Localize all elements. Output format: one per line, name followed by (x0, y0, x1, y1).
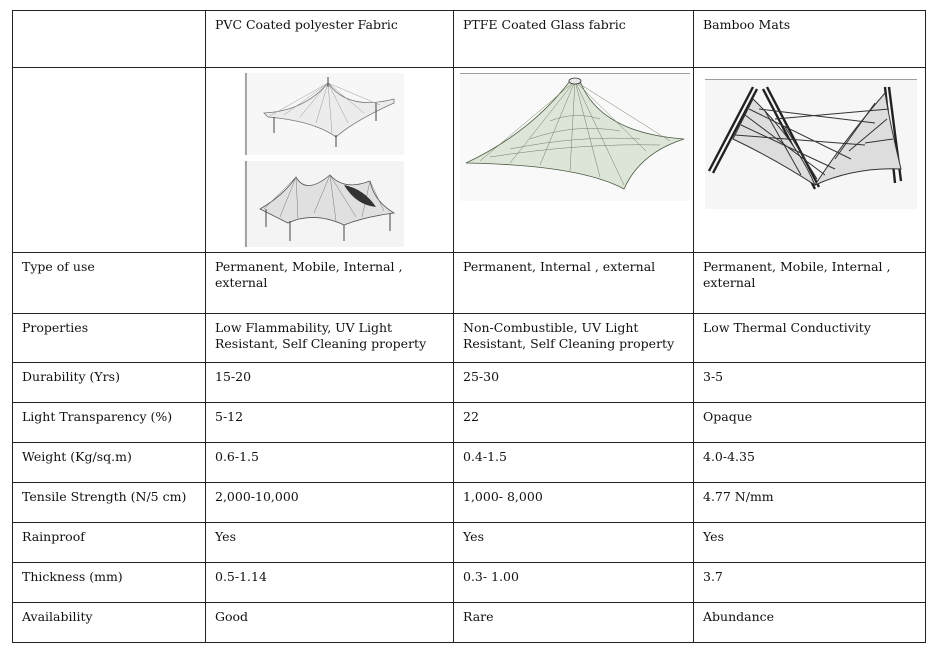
cell-bamboo: Yes (694, 523, 926, 563)
row-label: Tensile Strength (N/5 cm) (13, 483, 206, 523)
table-row (13, 603, 926, 643)
cell-pvc: 0.6-1.5 (206, 443, 454, 483)
cell-ptfe: Yes (454, 523, 694, 563)
cell-pvc: 2,000-10,000 (206, 483, 454, 523)
cell-pvc: 5-12 (206, 403, 454, 443)
table-row (13, 443, 926, 483)
ptfe-conical-membrane-image (460, 73, 690, 201)
table-row (13, 523, 926, 563)
pvc-tensile-canopy-single-image (244, 73, 404, 155)
cell-ptfe: Permanent, Internal , external (454, 253, 694, 314)
pvc-images-cell (206, 68, 454, 253)
comparison-table (12, 10, 926, 643)
cell-bamboo: Permanent, Mobile, Internal , external (694, 253, 926, 314)
table-row (13, 253, 926, 314)
row-label: Durability (Yrs) (13, 363, 206, 403)
header-row (13, 11, 926, 68)
row-label: Rainproof (13, 523, 206, 563)
row-label: Properties (13, 314, 206, 363)
header-bamboo: Bamboo Mats (694, 11, 926, 68)
image-row (13, 68, 926, 253)
image-row-empty-cell (13, 68, 206, 253)
cell-ptfe: 0.3- 1.00 (454, 563, 694, 603)
cell-ptfe: Rare (454, 603, 694, 643)
row-label: Light Transparency (%) (13, 403, 206, 443)
table-row (13, 363, 926, 403)
row-label: Thickness (mm) (13, 563, 206, 603)
table-row (13, 563, 926, 603)
row-label: Availability (13, 603, 206, 643)
cell-bamboo: Opaque (694, 403, 926, 443)
cell-pvc: Permanent, Mobile, Internal , external (206, 253, 454, 314)
row-label: Type of use (13, 253, 206, 314)
table-row (13, 403, 926, 443)
cell-pvc: 0.5-1.14 (206, 563, 454, 603)
cell-ptfe: Non-Combustible, UV Light Resistant, Self Cleaning property (454, 314, 694, 363)
ptfe-image-cell (454, 68, 694, 253)
header-corner-cell (13, 11, 206, 68)
cell-pvc: 15-20 (206, 363, 454, 403)
cell-ptfe: 22 (454, 403, 694, 443)
cell-pvc: Yes (206, 523, 454, 563)
row-label: Weight (Kg/sq.m) (13, 443, 206, 483)
cell-bamboo: 3.7 (694, 563, 926, 603)
cell-bamboo: Abundance (694, 603, 926, 643)
cell-ptfe: 1,000- 8,000 (454, 483, 694, 523)
bamboo-mat-tensile-structure-image (705, 79, 917, 209)
cell-bamboo: 3-5 (694, 363, 926, 403)
cell-ptfe: 25-30 (454, 363, 694, 403)
cell-bamboo: 4.0-4.35 (694, 443, 926, 483)
cell-ptfe: 0.4-1.5 (454, 443, 694, 483)
cell-pvc: Low Flammability, UV Light Resistant, Self Cleaning property (206, 314, 454, 363)
bamboo-image-cell (694, 68, 926, 253)
cell-bamboo: Low Thermal Conductivity (694, 314, 926, 363)
cell-bamboo: 4.77 N/mm (694, 483, 926, 523)
cell-pvc: Good (206, 603, 454, 643)
header-pvc: PVC Coated polyester Fabric (206, 11, 454, 68)
header-ptfe: PTFE Coated Glass fabric (454, 11, 694, 68)
pvc-tensile-canopy-multi-image (244, 161, 404, 247)
table-row (13, 483, 926, 523)
table-row (13, 314, 926, 363)
